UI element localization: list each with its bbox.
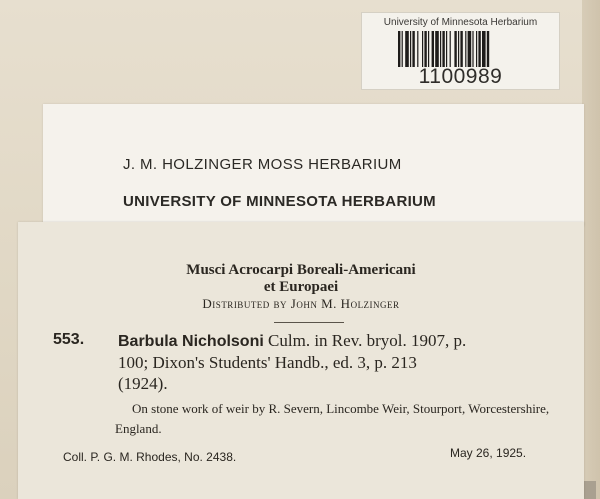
barcode-number: 1100989 <box>418 65 503 88</box>
herbarium-name: J. M. HOLZINGER MOSS HERBARIUM <box>123 156 402 173</box>
specimen-label <box>18 222 584 499</box>
barcode-bar <box>476 31 477 67</box>
barcode-bar <box>478 31 480 67</box>
taxon-citation <box>118 330 548 394</box>
citation-line-1 <box>118 330 548 352</box>
series-title: Musci Acrocarpi Boreali-Americani <box>186 262 416 278</box>
barcode-bar <box>446 31 447 67</box>
barcode-bar <box>428 31 429 67</box>
barcode-bar <box>417 31 418 67</box>
barcode-bar <box>472 31 473 67</box>
citation-line-2: 100; Dixon's Students' Handb., ed. 3, p. 213 <box>118 353 417 372</box>
taxon-name: Barbula Nicholsoni <box>118 333 264 350</box>
collection-date: May 26, 1925. <box>450 446 527 460</box>
barcode-bar <box>410 31 411 67</box>
barcode-bar <box>460 31 462 67</box>
barcode-bar <box>424 31 426 67</box>
barcode-bar <box>468 31 472 67</box>
citation-line-3: (1924). <box>118 374 168 393</box>
barcode-bar <box>450 31 451 67</box>
barcode-bar <box>432 31 434 67</box>
sheet-edge <box>582 0 600 499</box>
locality-text: On stone work of weir by R. Severn, Lincombe Weir, Stourport, Worcestershire, England. <box>115 401 550 436</box>
barcode-bar <box>487 31 489 67</box>
barcode-bar <box>435 31 439 67</box>
barcode-bar <box>458 31 459 67</box>
barcode-bar <box>398 31 400 67</box>
collector-line: Coll. P. G. M. Rhodes, No. 2438. <box>63 450 237 464</box>
series-subtitle: et Europaei <box>263 279 339 295</box>
distributor-line: Distributed by John M. Holzinger <box>202 296 400 311</box>
herbarium-label <box>43 104 584 226</box>
barcode-bar <box>422 31 423 67</box>
citation-text-1: Culm. in Rev. bryol. 1907, p. <box>263 331 467 350</box>
barcode-bar <box>454 31 456 67</box>
barcode-bar <box>482 31 486 67</box>
specimen-number: 553. <box>53 331 85 348</box>
barcode-bar <box>465 31 466 67</box>
barcode-bar <box>440 31 441 67</box>
barcode-bars <box>398 31 526 67</box>
barcode-bar <box>405 31 409 67</box>
barcode-bar <box>412 31 414 67</box>
barcode-institution: University of Minnesota Herbarium <box>383 17 538 28</box>
barcode-bar <box>402 31 403 67</box>
barcode-label <box>361 12 560 90</box>
barcode-bar <box>442 31 444 67</box>
institution-name: UNIVERSITY OF MINNESOTA HERBARIUM <box>123 193 436 210</box>
divider <box>274 322 344 323</box>
